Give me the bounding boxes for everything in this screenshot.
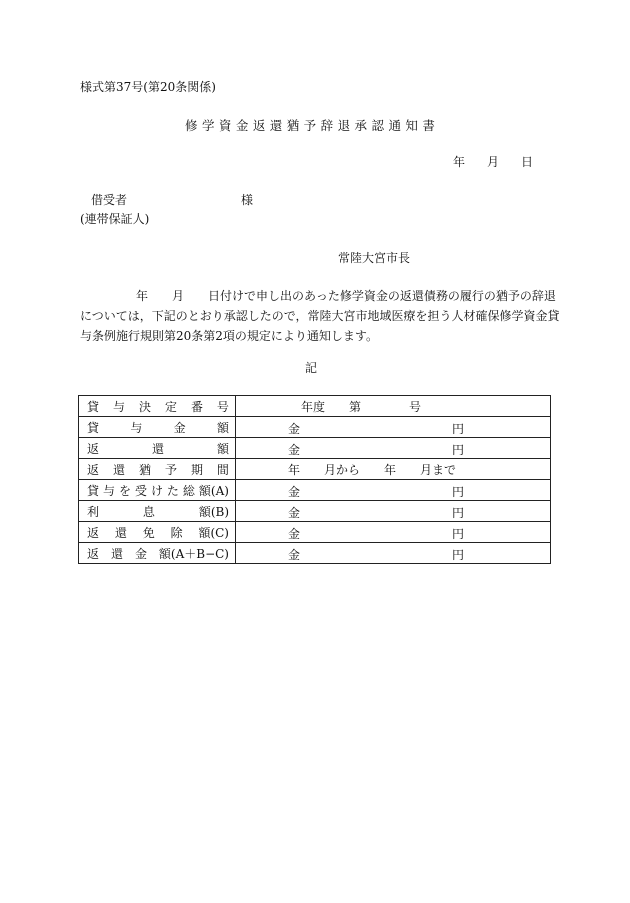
label-char: 間 xyxy=(216,462,229,477)
title-char: 学 xyxy=(201,118,215,133)
yen-suffix: 円 xyxy=(452,548,465,562)
yen-suffix: 円 xyxy=(452,485,465,499)
date-part: 年 xyxy=(453,155,466,169)
title-char: 予 xyxy=(303,118,317,133)
row-value[interactable] xyxy=(236,543,551,564)
title-char: 資 xyxy=(218,118,232,133)
label-char: 額 xyxy=(216,420,229,435)
title-char: 知 xyxy=(405,118,418,133)
label-char: 息 xyxy=(142,504,155,519)
form-number: 様式第37号(第20条関係) xyxy=(80,80,216,94)
row-label xyxy=(79,438,236,459)
date-part: 日 xyxy=(520,155,533,169)
row-label xyxy=(79,417,236,438)
row-label xyxy=(79,396,236,417)
label-char: 予 xyxy=(164,462,177,477)
title-char: 返 xyxy=(252,118,266,133)
kin-prefix: 金 xyxy=(288,485,301,499)
row-value[interactable] xyxy=(236,522,551,543)
kin-prefix: 金 xyxy=(288,548,301,562)
kin-prefix: 金 xyxy=(288,422,301,436)
row-label xyxy=(79,501,236,522)
label-char: 利 xyxy=(87,504,100,519)
label-char: 免 xyxy=(142,525,155,540)
table-row xyxy=(79,522,551,543)
title-char: 金 xyxy=(235,118,249,133)
row-value[interactable] xyxy=(236,501,551,522)
row-value[interactable] xyxy=(236,459,551,480)
label-char: 総 xyxy=(182,483,195,498)
label-char: 与 xyxy=(102,483,115,498)
row-value[interactable] xyxy=(236,480,551,501)
date-part: 月 xyxy=(486,155,499,169)
addressee xyxy=(91,193,254,207)
value-text: 年 月から 年 月まで xyxy=(288,462,457,477)
title-char: 辞 xyxy=(320,118,334,133)
title-char: 退 xyxy=(337,118,351,133)
label-char: 除 xyxy=(170,525,183,540)
label-char: を xyxy=(118,483,131,498)
addressee-suffix: 様 xyxy=(241,193,254,207)
title-char: 承 xyxy=(354,118,368,133)
label-char: 還 xyxy=(151,441,164,456)
label-char: 貸 xyxy=(87,483,100,498)
label-char: 号 xyxy=(216,399,229,414)
label-char: 返 xyxy=(87,441,100,456)
table-row xyxy=(79,396,551,417)
title-char: 猶 xyxy=(286,118,300,133)
label-char: 猶 xyxy=(138,462,151,477)
row-value[interactable] xyxy=(236,438,551,459)
label-char: 額(C) xyxy=(198,525,229,540)
kin-prefix: 金 xyxy=(288,506,301,520)
row-label xyxy=(79,480,236,501)
loan-detail-table xyxy=(78,395,551,564)
label-char: 番 xyxy=(190,399,203,414)
label-char: 額(B) xyxy=(198,504,229,519)
date-line xyxy=(453,155,533,169)
row-value[interactable] xyxy=(236,417,551,438)
label-char: 与 xyxy=(112,399,125,414)
yen-suffix: 円 xyxy=(452,443,465,457)
title-char: 修 xyxy=(185,118,198,133)
title-char: 還 xyxy=(269,118,283,133)
label-char: 受 xyxy=(134,483,147,498)
title-char: 通 xyxy=(388,118,401,133)
label-char: 与 xyxy=(130,420,143,435)
label-char: 還 xyxy=(114,525,127,540)
label-char: 額 xyxy=(216,441,229,456)
row-label xyxy=(79,543,236,564)
label-char: 貸 xyxy=(87,399,100,414)
label-char: 返 xyxy=(87,462,100,477)
row-label xyxy=(79,522,236,543)
row-label xyxy=(79,459,236,480)
table-row xyxy=(79,480,551,501)
body-line-2: については，下記のとおり承認したので，常陸大宮市地域医療を担う人材確保修学資金貸 xyxy=(80,309,560,323)
label-char: 還 xyxy=(110,546,123,561)
yen-suffix: 円 xyxy=(452,506,465,520)
guarantor-label: (連帯保証人) xyxy=(80,212,150,226)
label-char: 金 xyxy=(173,420,186,435)
label-char: 額(A＋B−C) xyxy=(158,546,229,561)
label-char: 額(A) xyxy=(198,483,229,498)
issuer-name: 常陸大宮市長 xyxy=(338,251,411,265)
value-text: 年度 第 号 xyxy=(301,399,422,414)
label-char: 返 xyxy=(87,525,100,540)
kin-prefix: 金 xyxy=(288,443,301,457)
title-char: 認 xyxy=(371,118,384,133)
label-char: 返 xyxy=(87,546,100,561)
label-char: 期 xyxy=(190,462,203,477)
label-char: た xyxy=(166,483,179,498)
body-line-1: 年 月 日付けで申し出のあった修学資金の返還債務の履行の猶予の辞退 xyxy=(136,289,556,303)
table-row xyxy=(79,501,551,522)
yen-suffix: 円 xyxy=(452,422,465,436)
table-row xyxy=(79,417,551,438)
yen-suffix: 円 xyxy=(452,527,465,541)
table-row xyxy=(79,438,551,459)
row-value[interactable] xyxy=(236,396,551,417)
document-title xyxy=(185,119,435,133)
label-char: 決 xyxy=(138,399,151,414)
body-text xyxy=(80,286,560,346)
table-row xyxy=(79,543,551,564)
ki-heading: 記 xyxy=(305,361,318,375)
title-char: 書 xyxy=(422,118,435,133)
label-char: 金 xyxy=(134,546,147,561)
label-char: け xyxy=(150,483,163,498)
label-char: 定 xyxy=(164,399,177,414)
addressee-label: 借受者 xyxy=(91,193,128,207)
label-char: 還 xyxy=(112,462,125,477)
kin-prefix: 金 xyxy=(288,527,301,541)
label-char: 貸 xyxy=(87,420,100,435)
body-line-3: 与条例施行規則第20条第2項の規定により通知します。 xyxy=(80,329,378,343)
table-row xyxy=(79,459,551,480)
